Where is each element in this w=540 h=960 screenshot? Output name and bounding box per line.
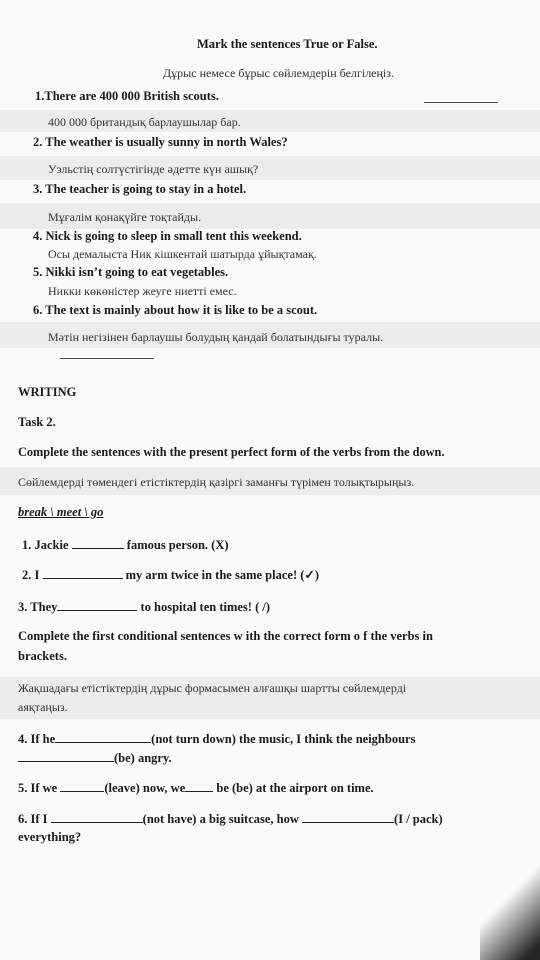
conditional-instruction: brackets. [18,649,67,663]
blank[interactable] [72,537,124,549]
sentence-mid: (not turn down) the music, I think the neighbours [151,732,416,746]
statement: 1.There are 400 000 British scouts. [35,89,219,103]
sentence-start: 4. If he [18,732,56,746]
sentence-mid: (leave) now, we [104,781,186,795]
statement-kz: Мәтін негізінен барлаушы болудың қандай болатындығы туралы. [48,330,384,344]
gap-sentence [22,567,319,583]
blank[interactable] [51,811,143,823]
blank[interactable] [18,750,114,762]
statement: 4. Nick is going to sleep in small tent this weekend. [33,229,302,243]
blank[interactable] [185,780,213,792]
task-instruction-kz: Сөйлемдерді төмендегі етістіктердің қазіргі заманғы түрімен толықтырыңыз. [18,475,415,489]
task-instruction: Complete the sentences with the present perfect form of the verbs from the down. [18,445,445,459]
sentence-start: 5. If we [18,781,61,795]
statement: 6. The text is mainly about how it is like to be a scout. [33,303,318,317]
sentence-end: famous person. (X) [123,538,229,552]
gap-sentence [18,750,172,766]
sentence-end: (I / pack) [394,812,443,826]
writing-heading: WRITING [18,385,77,399]
statement-kz: Мұғалім қонақүйге тоқтайды. [48,210,202,224]
blank[interactable] [60,780,104,792]
blank[interactable] [57,599,137,611]
sentence-continuation: everything? [18,830,82,844]
sentence-end: be (be) at the airport on time. [213,781,374,795]
sentence-end: to hospital ten times! ( /) [137,600,270,614]
gap-sentence [18,811,443,827]
corner-shadow [480,860,540,960]
conditional-instruction-kz: аяқтаңыз. [18,700,68,714]
sentence-mid: (not have) a big suitcase, how [142,812,303,826]
gap-sentence [18,780,374,796]
statement-kz: Никки көкөністер жеуге ниетті емес. [48,284,237,298]
sentence-start: 2. I [22,568,43,582]
answer-line[interactable] [424,102,498,103]
statement: 3. The teacher is going to stay in a hotel. [33,182,247,196]
sentence-end: my arm twice in the same place! (✓) [122,568,320,582]
task-title: Task 2. [18,415,56,429]
section-title-kz: Дұрыс немесе бұрыс сөйлемдерін белгілеңіз. [163,66,395,80]
statement: 5. Nikki isn’t going to eat vegetables. [33,265,229,279]
sentence-start: 3. They [18,600,58,614]
conditional-instruction-kz: Жақшадағы етістіктердің дұрыс формасымен алғашқы шартты сөйлемдерді [18,681,407,695]
blank[interactable] [302,811,394,823]
blank[interactable] [55,731,151,743]
statement-kz: Уэльстің солтүстігінде әдетте күн ашық? [48,162,259,176]
sentence-start: 6. If I [18,812,51,826]
blank[interactable] [43,567,123,579]
sentence-end: (be) angry. [114,751,172,765]
statement-kz: 400 000 британдық барлаушылар бар. [48,115,241,129]
statement: 2. The weather is usually sunny in north Wales? [33,135,288,149]
gap-sentence [18,599,270,615]
answer-line[interactable] [60,358,154,359]
gap-sentence [22,537,229,553]
gap-sentence [18,731,415,747]
verb-list: break \ meet \ go [18,505,104,519]
statement-kz: Осы демалыста Ник кішкентай шатырда ұйықтамақ. [48,247,317,261]
section-title: Mark the sentences True or False. [197,37,378,51]
sentence-start: 1. Jackie [22,538,72,552]
conditional-instruction: Complete the first conditional sentences w ith the correct form o f the verbs in [18,629,433,643]
